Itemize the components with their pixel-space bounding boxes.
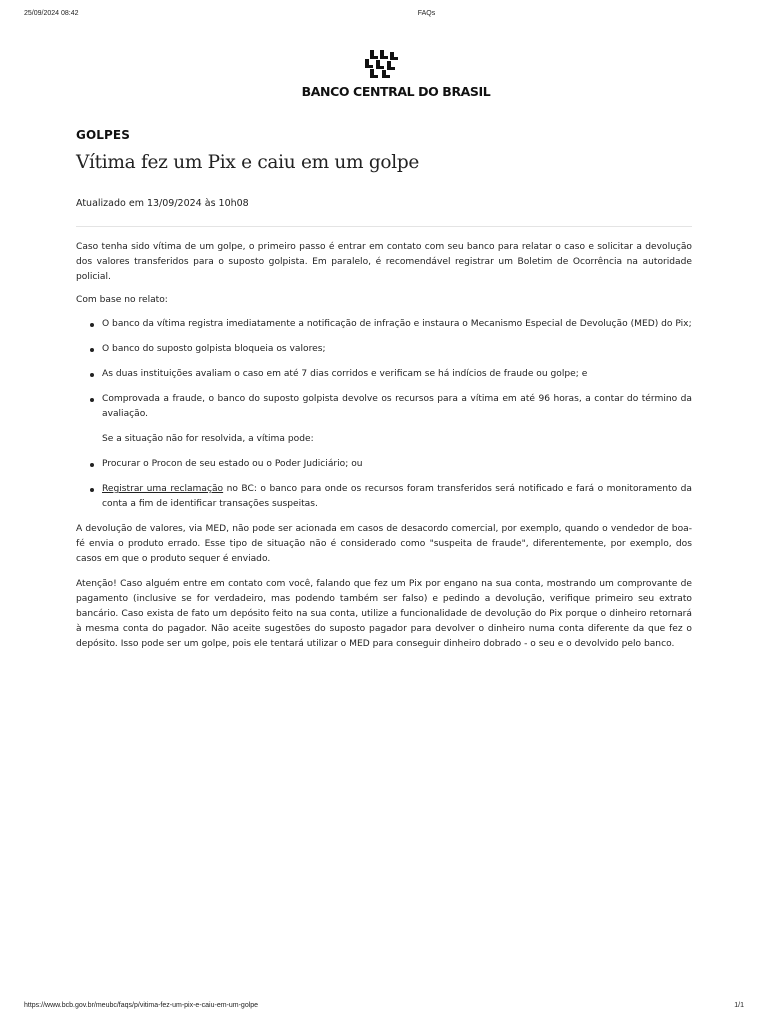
article-title: Vítima fez um Pix e caiu em um golpe [76,152,420,173]
options-list [76,457,692,512]
bullet-icon [90,463,94,467]
article [76,128,692,652]
print-footer [0,1002,768,1014]
unresolved-label: Se a situação não for resolvida, a vítima pode: [102,434,314,444]
warning-paragraph: Atenção! Caso alguém entre em contato com você, falando que fez um Pix por engano na sua conta, mostrando um comprovante de pagamento (inclusive se for verdadeiro, mas podendo também ser falso) e pedindo a devolução, verifique primeiro seu extrato bancário. Caso exista de fato um depósito feito na sua conta, utilize a funcionalidade de devolução do Pix porque o dinheiro retornará à mesma conta do pagador. Não aceite sugestões do suposto pagador para devolver o dinheiro numa conta diferente da que fez o depósito. Isso pode ser um golpe, pois ele tentará utilizar o MED para conseguir dinheiro dobrado - o seu e o devolvido pelo banco. [76,579,692,649]
bullet-icon [90,348,94,352]
list-item: O banco da vítima registra imediatamente a notificação de infração e instaura o Mecanismo Especial de Devolução (MED) do Pix; [76,317,692,332]
bcb-logo[interactable] [0,48,768,99]
base-label: Com base no relato: [76,295,168,305]
list-item: Comprovada a fraude, o banco do suposto golpista devolve os recursos para a vítima em até 96 horas, a contar do término da avaliação. [76,392,692,422]
print-date: 25/09/2024 08:42 [24,10,79,17]
steps-list [76,317,692,422]
divider [76,226,692,227]
list-item: As duas instituições avaliam o caso em até 7 dias corridos e verificam se há indícios de fraude ou golpe; e [76,367,692,382]
page-number: 1/1 [734,1002,744,1009]
print-url: https://www.bcb.gov.br/meubc/faqs/p/vitima-fez-um-pix-e-caiu-em-um-golpe [24,1002,259,1009]
list-item: Registrar uma reclamação no BC: o banco para onde os recursos foram transferidos será notificado e fará o monitoramento da conta a fim de identificar transações suspeitas. [76,482,692,512]
print-page-title: FAQs [417,10,436,17]
print-header [0,10,768,22]
bullet-icon [90,323,94,327]
bcb-emblem-icon [360,48,400,82]
updated-date: Atualizado em 13/09/2024 às 10h08 [76,198,249,209]
med-note-paragraph: A devolução de valores, via MED, não pode ser acionada em casos de desacordo comercial, por exemplo, quando o vendedor de boa-fé envia o produto errado. Esse tipo de situação não é considerado como "suspeita de fraude", diferentemente, por exemplo, dos casos em que o produto sequer é enviado. [76,524,692,564]
article-category: GOLPES [76,128,130,142]
list-item: Procurar o Procon de seu estado ou o Poder Judiciário; ou [76,457,692,472]
bank-name: BANCO CENTRAL DO BRASIL [301,84,491,99]
intro-paragraph: Caso tenha sido vítima de um golpe, o primeiro passo é entrar em contato com seu banco para relatar o caso e solicitar a devolução dos valores transferidos para o suposto golpista. Em paralelo, é recomendável registrar um Boletim de Ocorrência na autoridade policial. [76,242,692,282]
register-complaint-link[interactable]: Registrar uma reclamação [102,484,224,494]
bullet-icon [90,488,94,492]
bullet-icon [90,373,94,377]
bullet-icon [90,398,94,402]
list-item: O banco do suposto golpista bloqueia os valores; [76,342,692,357]
